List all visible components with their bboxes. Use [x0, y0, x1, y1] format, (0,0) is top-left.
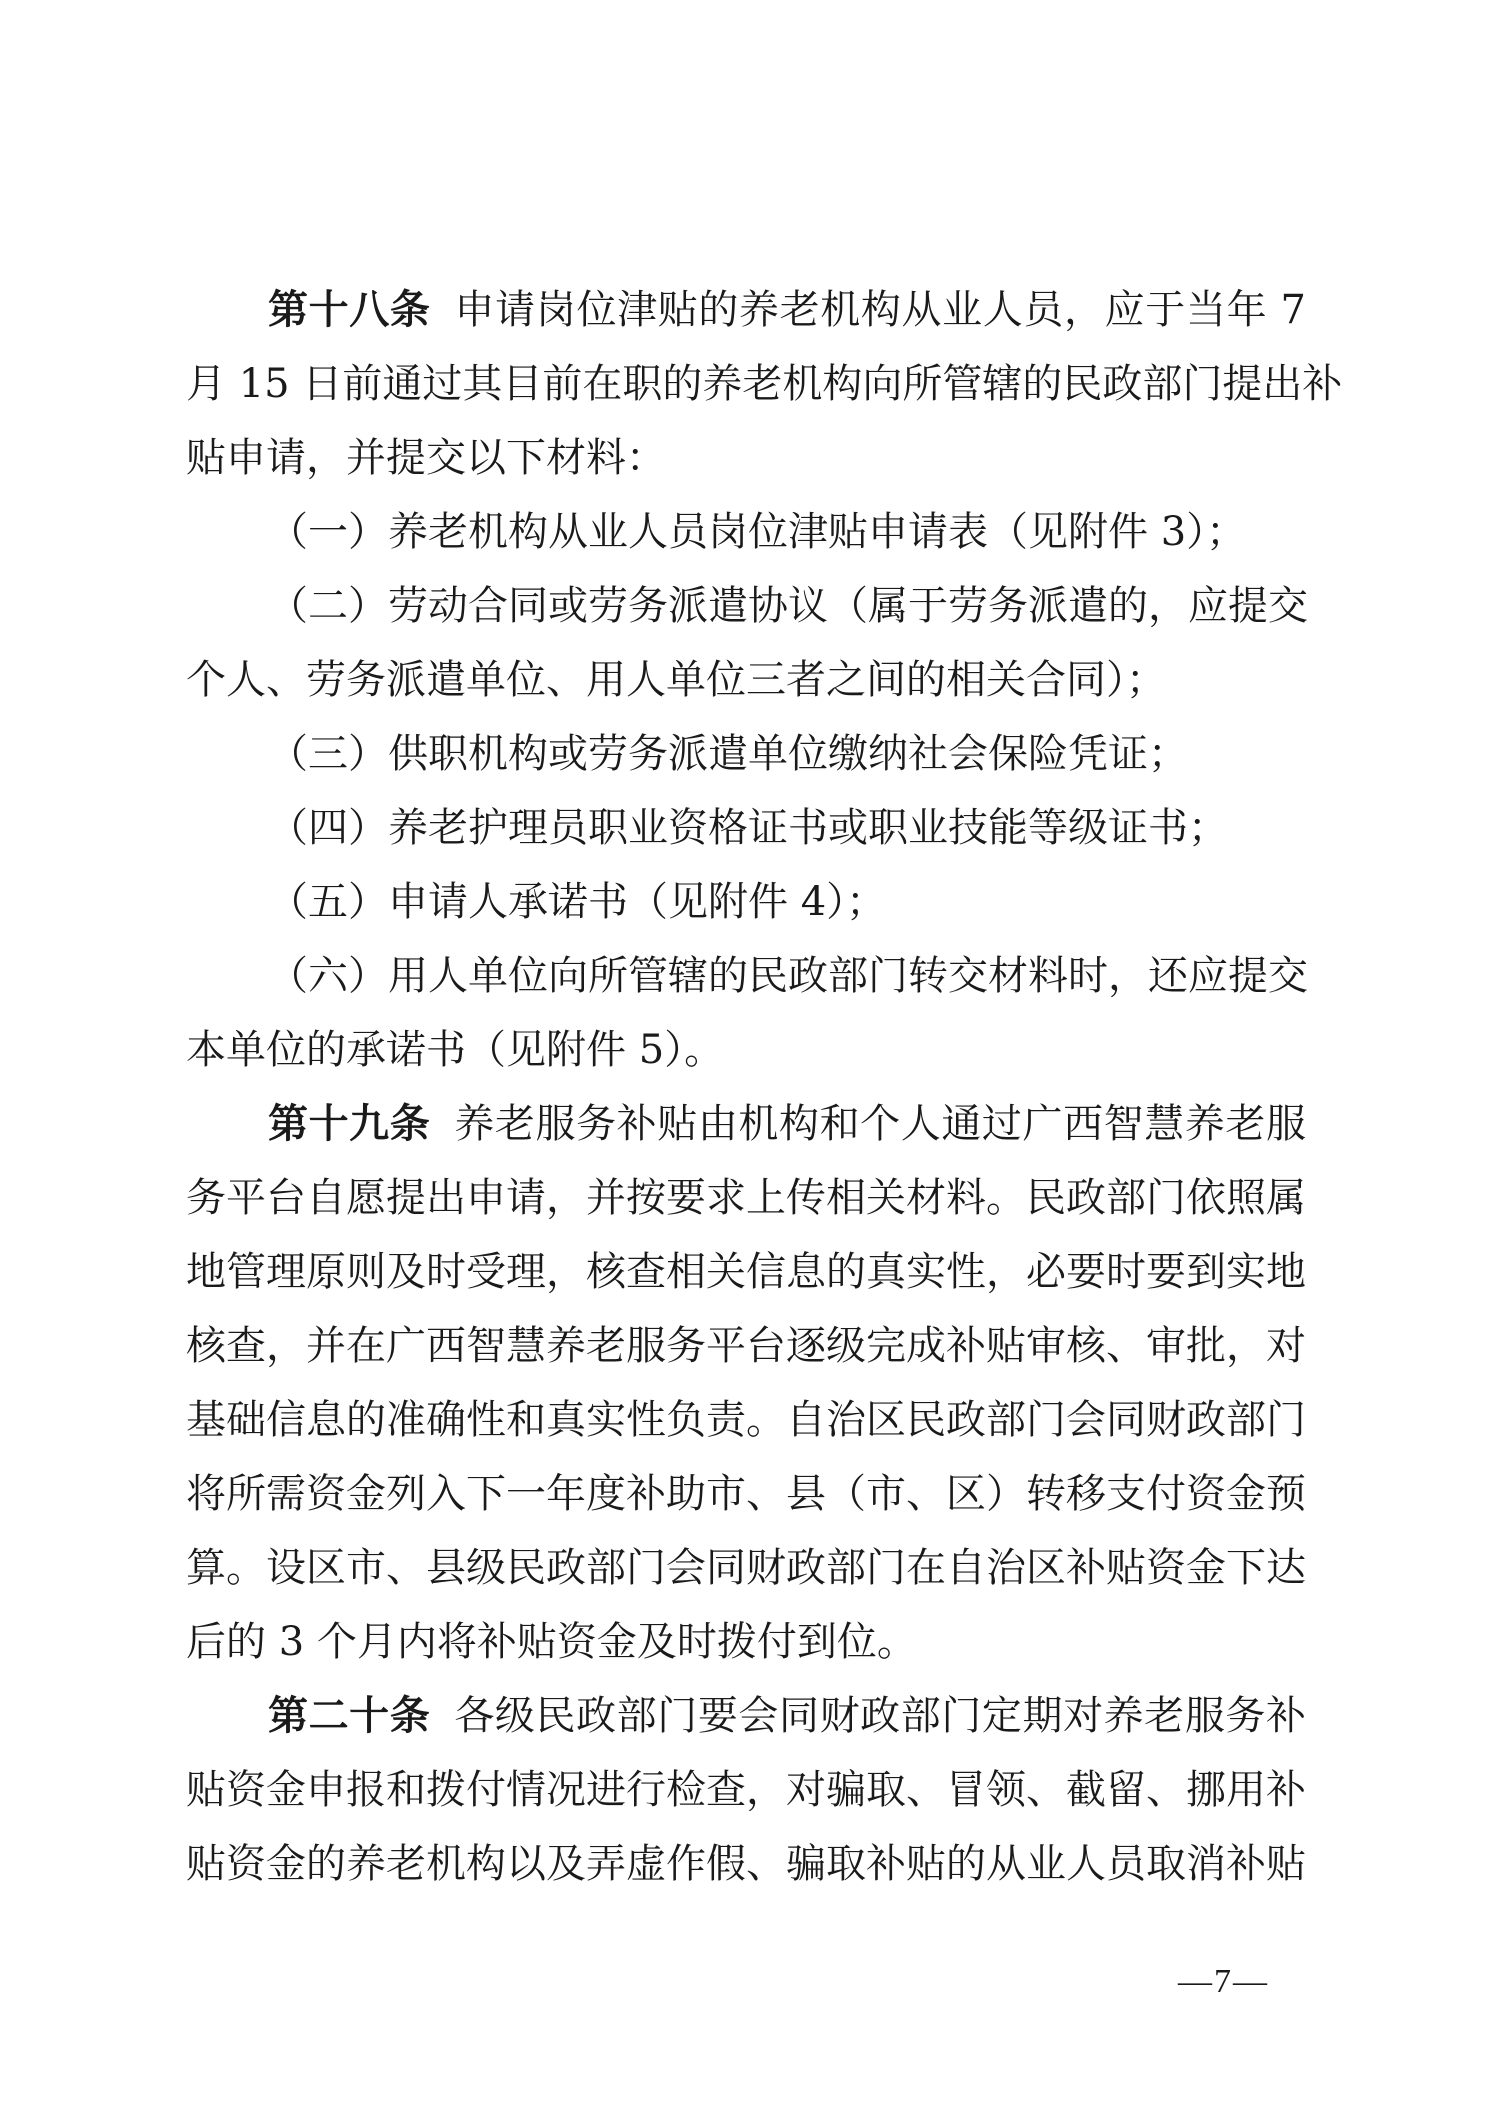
article-19-line-2: 务平台自愿提出申请，并按要求上传相关材料。民政部门依照属	[186, 1175, 1306, 1221]
article-19-text-1: 养老服务补贴由机构和个人通过广西智慧养老服	[454, 1101, 1307, 1147]
article-18-item-3: （三）供职机构或劳务派遣单位缴纳社会保险凭证；	[268, 731, 1188, 777]
article-20-line-2: 贴资金申报和拨付情况进行检查，对骗取、冒领、截留、挪用补	[186, 1767, 1306, 1813]
article-18-line-2: 月 15 日前通过其目前在职的养老机构向所管辖的民政部门提出补	[186, 361, 1343, 407]
article-18-heading: 第十八条	[268, 287, 431, 333]
article-18-item-2-line-2: 个人、劳务派遣单位、用人单位三者之间的相关合同）；	[186, 657, 1166, 703]
article-20-heading: 第二十条	[268, 1693, 431, 1739]
article-18-item-5: （五）申请人承诺书（见附件 4）；	[268, 879, 887, 925]
article-20-line-3: 贴资金的养老机构以及弄虚作假、骗取补贴的从业人员取消补贴	[186, 1841, 1306, 1887]
article-19-line-6: 将所需资金列入下一年度补助市、县（市、区）转移支付资金预	[186, 1471, 1306, 1517]
article-18-item-4: （四）养老护理员职业资格证书或职业技能等级证书；	[268, 805, 1228, 851]
article-18-line-1	[268, 284, 1306, 336]
page-number: —7—	[1178, 1963, 1269, 2000]
article-19-line-1	[268, 1098, 1306, 1150]
article-19-line-5: 基础信息的准确性和真实性负责。自治区民政部门会同财政部门	[186, 1397, 1306, 1443]
article-18-line-3: 贴申请，并提交以下材料：	[186, 435, 666, 481]
article-18-item-6-line-2: 本单位的承诺书（见附件 5）。	[186, 1027, 725, 1073]
article-20-line-1	[268, 1690, 1306, 1742]
article-19-line-8: 后的 3 个月内将补贴资金及时拨付到位。	[186, 1619, 917, 1665]
article-20-text-1: 各级民政部门要会同财政部门定期对养老服务补	[454, 1693, 1307, 1739]
article-18-item-2-line-1: （二）劳动合同或劳务派遣协议（属于劳务派遣的，应提交	[268, 583, 1308, 629]
article-19-line-4: 核查，并在广西智慧养老服务平台逐级完成补贴审核、审批，对	[186, 1323, 1306, 1369]
article-19-line-7: 算。设区市、县级民政部门会同财政部门在自治区补贴资金下达	[186, 1545, 1306, 1591]
article-18-text-1: 申请岗位津贴的养老机构从业人员，应于当年 7	[454, 287, 1307, 333]
article-19-line-3: 地管理原则及时受理，核查相关信息的真实性，必要时要到实地	[186, 1249, 1306, 1295]
article-18-item-1: （一）养老机构从业人员岗位津贴申请表（见附件 3）；	[268, 509, 1247, 555]
article-18-item-6-line-1: （六）用人单位向所管辖的民政部门转交材料时，还应提交	[268, 953, 1308, 999]
article-19-heading: 第十九条	[268, 1101, 431, 1147]
